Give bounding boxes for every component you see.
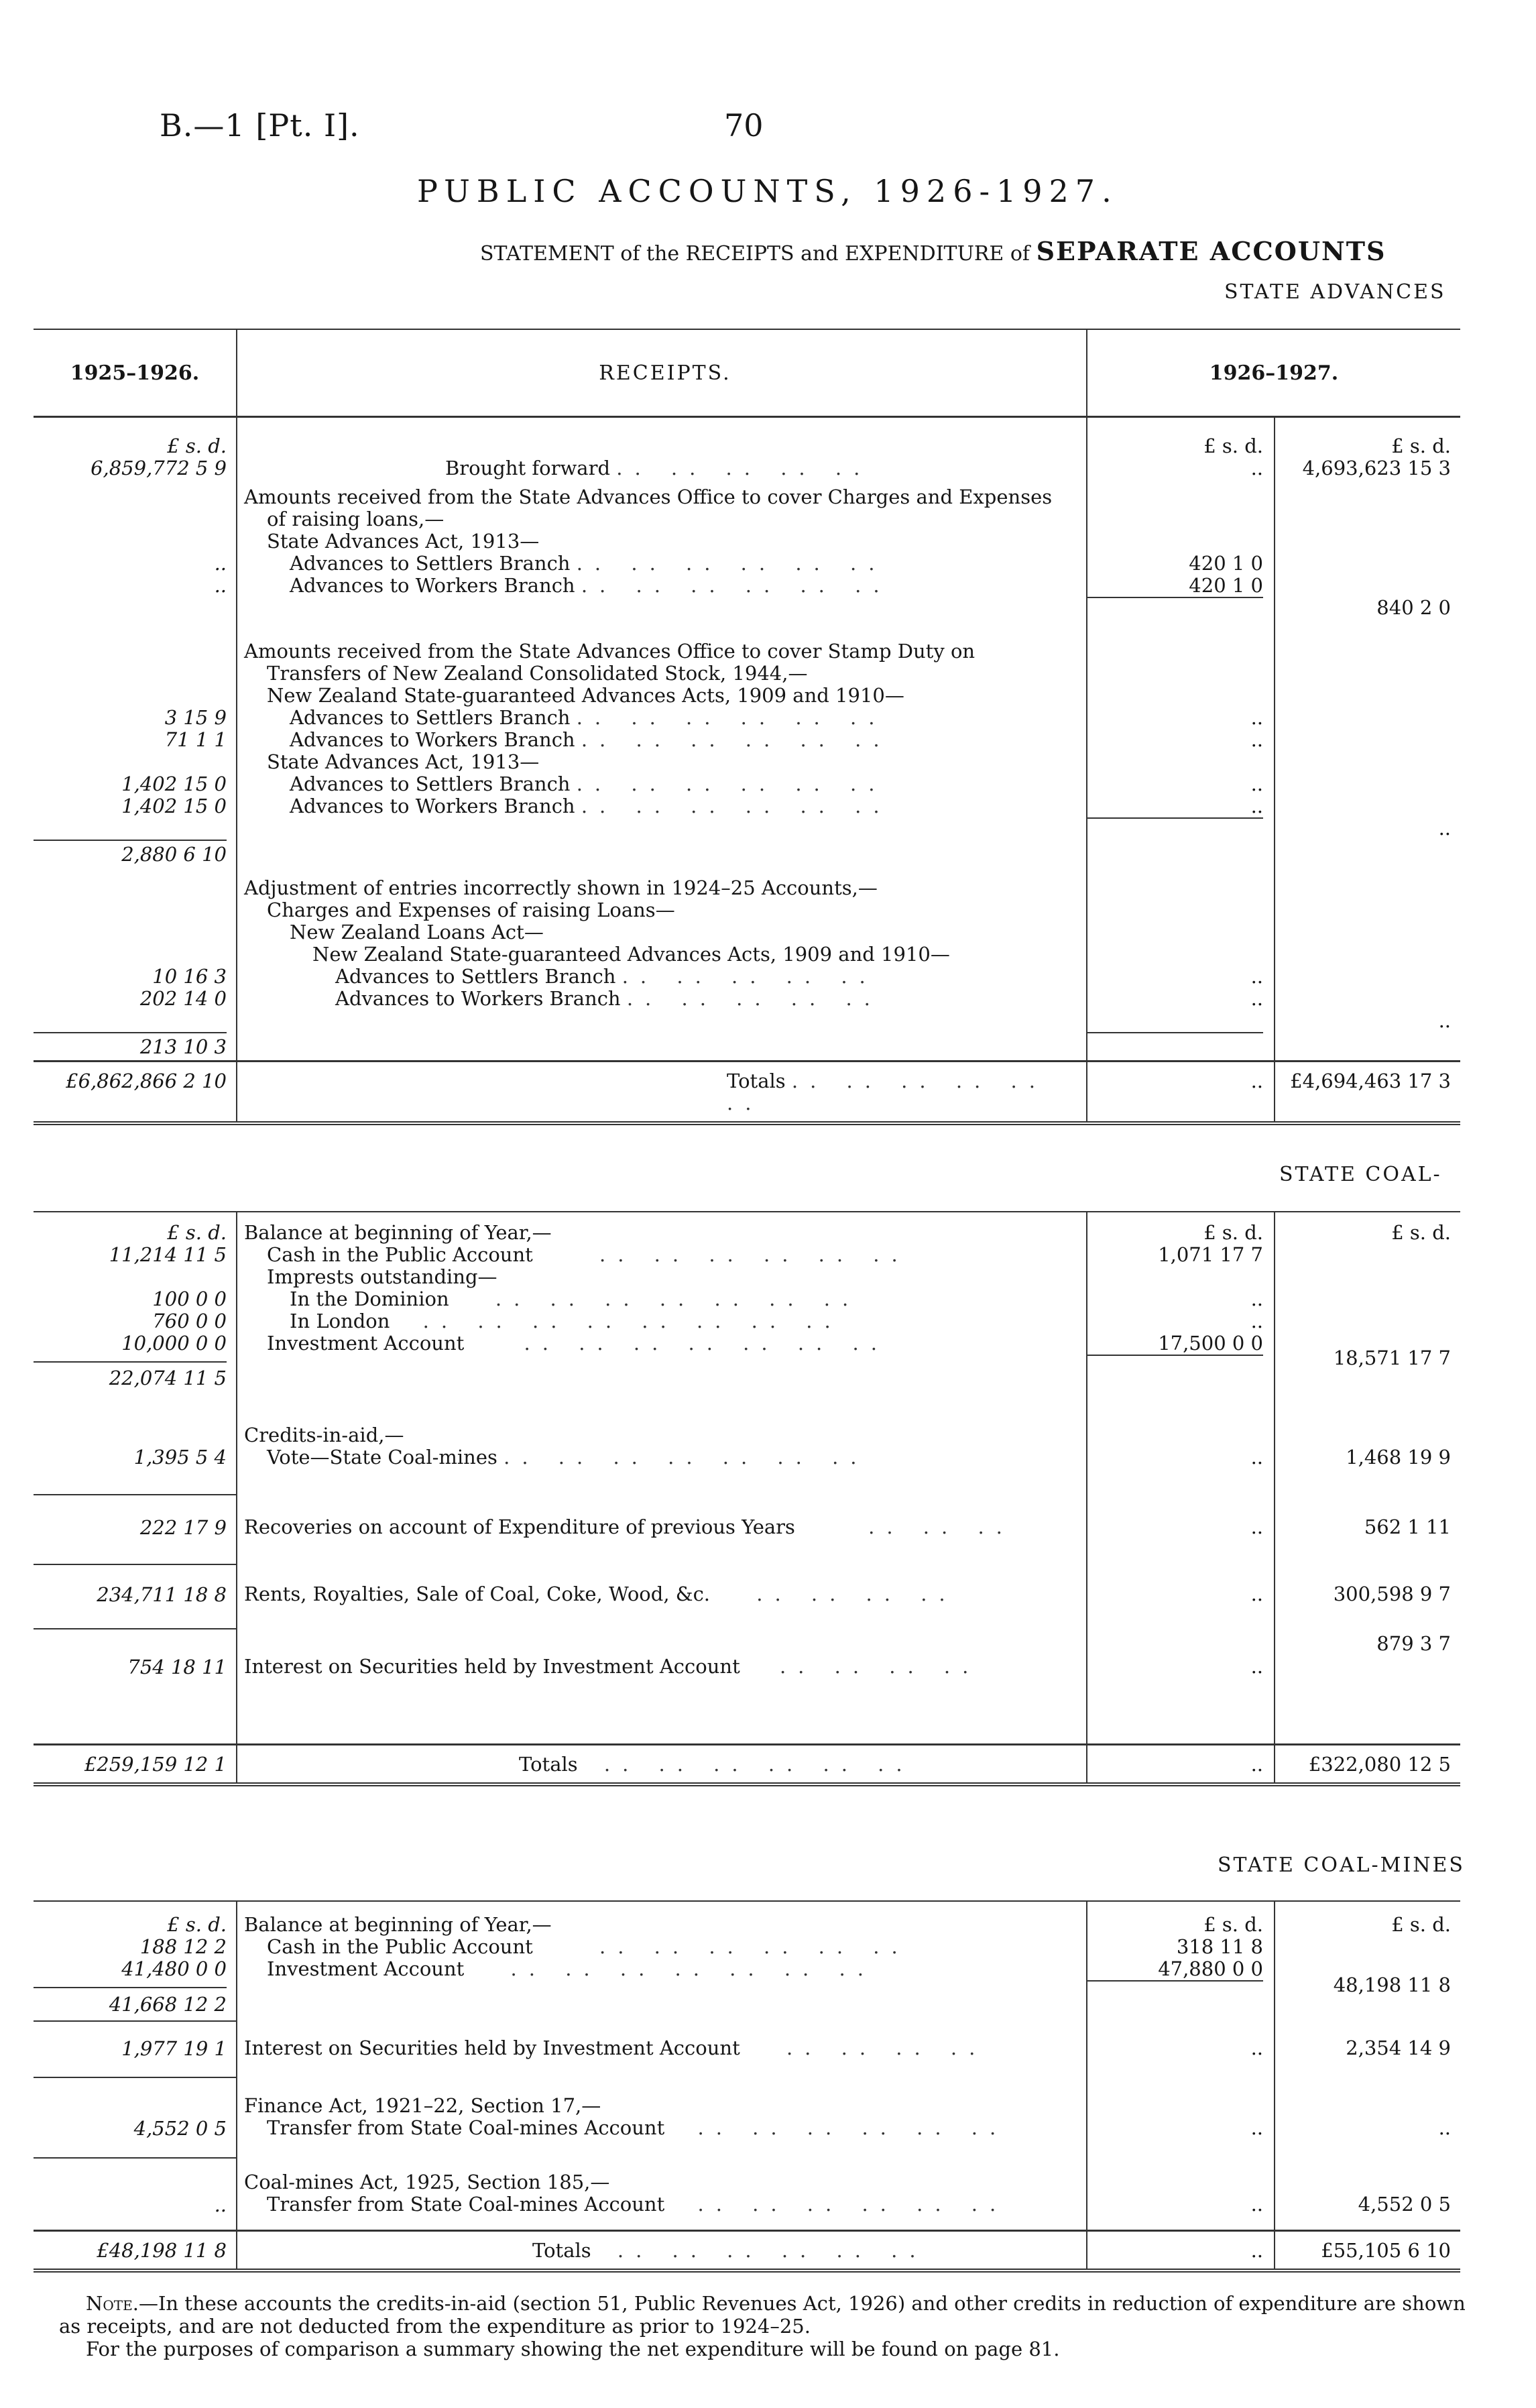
- london-sub: ..: [1250, 1310, 1263, 1332]
- adjust-settlers-prev: 10 16 3: [152, 965, 227, 988]
- totals-curr-2: £322,080 12 5: [1275, 1745, 1460, 1785]
- balance-label-3: Balance at beginning of Year,—: [244, 1913, 552, 1936]
- recoveries-total: 562 1 11: [1364, 1515, 1451, 1538]
- interest-label-2: Interest on Securities held by Investment Account: [244, 1655, 740, 1678]
- investment-sub-3: 47,880 0 0: [1087, 1958, 1263, 1982]
- vote-label: Vote—State Coal-mines: [267, 1446, 497, 1469]
- charges-settlers-label: Advances to Settlers Branch: [290, 552, 571, 575]
- brought-forward-sub: ..: [1250, 457, 1263, 479]
- stamp-total: ..: [1438, 817, 1451, 840]
- transfer-1-sub: ..: [1250, 2116, 1263, 2139]
- transfer-2-total: 4,552 0 5: [1358, 2193, 1451, 2216]
- note-head: Note.: [86, 2292, 139, 2315]
- document-reference: B.—1 [Pt. I].: [160, 107, 360, 144]
- totals-sub-3: ..: [1087, 2231, 1275, 2271]
- transfer-1-prev: 4,552 0 5: [133, 2117, 227, 2140]
- totals-sub-2: ..: [1087, 1745, 1275, 1785]
- interest-prev-2: 754 18 11: [127, 1656, 227, 1678]
- lsd-total-2: £ s. d.: [1391, 1221, 1451, 1244]
- balance-prev-2: 22,074 11 5: [34, 1361, 227, 1393]
- adjust-settlers-sub: ..: [1250, 965, 1263, 988]
- note-comparison: For the purposes of comparison a summary showing the net expenditure will be found on page 81.: [86, 2338, 1060, 2360]
- stamp-settlers-2-sub: ..: [1250, 772, 1263, 795]
- cash-label-2: Cash in the Public Account: [267, 1243, 533, 1266]
- balance-label-2: Balance at beginning of Year,—: [244, 1221, 552, 1244]
- state-coal-mines-table: £ s. d. 188 12 2 41,480 0 0 41,668 12 2 Balance at beginning of Year,— Cash in the Public Account .. .. .. .. .. .. Investment Account .. .. .. .. .. .. .. £ s. d. 318 11 8 47,880 0 0 £ s. d. 48,198 11 8 1,977 19 1 Interest on Securities held by Investment Account .. .. .. .. .. 2,354 14 9 4,552 0 5 Finance Act, 1921–22, Section 17,— Transfer from State Coal-mines Account .. .. .. .. .. .. .. .. .. Coal-mines Act, 1925, Section 185,— Transfer from State Coal-mines Account .. .. .. .. .. .. .. 4,552 0 5 £48,198 11 8 Totals .. .. .. .. .. .. .. £55,105 6 10: [34, 1900, 1460, 2273]
- section-title-state-advances: STATE ADVANCES: [1224, 280, 1446, 304]
- balance-prev-3: 41,668 12 2: [34, 1987, 227, 2020]
- page-title: PUBLIC ACCOUNTS, 1926-1927.: [417, 173, 1118, 209]
- vote-sub: ..: [1250, 1446, 1263, 1469]
- statement-bold: SEPARATE ACCOUNTS: [1036, 236, 1386, 266]
- stamp-settlers-1-label: Advances to Settlers Branch: [290, 706, 571, 729]
- adjust-workers-label: Advances to Workers Branch: [335, 987, 621, 1010]
- page-number: 70: [724, 107, 764, 144]
- charges-workers-sub: 420 1 0: [1087, 575, 1263, 598]
- cash-sub-3: 318 11 8: [1176, 1935, 1263, 1958]
- adjust-total: ..: [1438, 1009, 1451, 1032]
- col-header-1926: 1926–1927.: [1087, 329, 1460, 417]
- credits-label: Credits-in-aid,—: [244, 1424, 404, 1446]
- totals-prev-3: £48,198 11 8: [34, 2231, 237, 2271]
- balance-total-2: 18,571 17 7: [1333, 1346, 1451, 1369]
- rents-sub: ..: [1087, 1564, 1275, 1629]
- dominion-sub: ..: [1250, 1287, 1263, 1310]
- section-title-state-coal: STATE COAL-: [1279, 1163, 1442, 1186]
- london-label: In London: [290, 1310, 390, 1332]
- note-text: —In these accounts the credits-in-aid (section 51, Public Revenues Act, 1926) and other credits in reduction of expenditure are shown as receipts, and are not deducted from the expenditure as prior to 1924–25.: [59, 2292, 1466, 2338]
- totals-curr-3: £55,105 6 10: [1275, 2231, 1460, 2271]
- adjust-line-2: Charges and Expenses of raising Loans—: [267, 899, 675, 921]
- recoveries-sub: ..: [1087, 1495, 1275, 1564]
- lsd-total-3: £ s. d.: [1391, 1913, 1451, 1936]
- adjust-settlers-label: Advances to Settlers Branch: [335, 965, 616, 988]
- vote-prev: 1,395 5 4: [133, 1446, 227, 1469]
- adjust-workers-sub: ..: [1250, 987, 1263, 1010]
- investment-sub-2: 17,500 0 0: [1087, 1332, 1263, 1356]
- rents-total: 300,598 9 7: [1333, 1583, 1451, 1605]
- interest-sub-2: ..: [1250, 1655, 1263, 1678]
- lsd-sub-3: £ s. d.: [1203, 1913, 1263, 1936]
- transfer-1-label: Transfer from State Coal-mines Account: [267, 2116, 665, 2139]
- adjust-workers-prev: 202 14 0: [139, 987, 227, 1010]
- london-prev: 760 0 0: [152, 1310, 227, 1332]
- cash-sub-2: 1,071 17 7: [1158, 1243, 1263, 1266]
- totals-label-3: Totals: [532, 2239, 591, 2262]
- recoveries-prev: 222 17 9: [34, 1495, 237, 1564]
- statement-prefix: STATEMENT of the RECEIPTS and EXPENDITURE of: [480, 242, 1030, 266]
- stamp-workers-1-sub: ..: [1250, 728, 1263, 751]
- adjust-sum-prev: 213 10 3: [34, 1032, 227, 1060]
- adjust-line-3: New Zealand Loans Act—: [290, 921, 544, 943]
- lsd-header-prev: £ s. d.: [167, 435, 227, 457]
- stamp-settlers-1-prev: 3 15 9: [164, 706, 227, 729]
- totals-sub: ..: [1087, 1062, 1275, 1124]
- stamp-line-4: State Advances Act, 1913—: [267, 750, 540, 773]
- stamp-workers-1-prev: 71 1 1: [164, 728, 227, 751]
- interest-total-3: 2,354 14 9: [1346, 2037, 1451, 2059]
- stamp-settlers-2-label: Advances to Settlers Branch: [290, 772, 571, 795]
- brought-forward-total: 4,693,623 15 3: [1302, 457, 1451, 479]
- stamp-settlers-2-prev: 1,402 15 0: [121, 772, 227, 795]
- imprests-label: Imprests outstanding—: [267, 1265, 497, 1288]
- stamp-settlers-1-sub: ..: [1250, 706, 1263, 729]
- charges-line-2: of raising loans,—: [267, 508, 445, 530]
- totals-prev-2: £259,159 12 1: [34, 1745, 237, 1785]
- state-advances-table: 1925–1926. RECEIPTS. 1926–1927. £ s. d. 6,859,772 5 9 Brought forward .. .. .. .. .. £ s. d. .. £ s. d. 4,693,623 15 3 .. .. Amounts received from the State Advances Office to cover Charges and Expenses of raising loans,— State Advances Act, 1913— Advances to Settlers Branch .. .. .. .. .. .. Advances to Workers Branch .. .. .. .. .. .. 420 1 0 420 1 0 840 2 0 3 15 9 71 1 1 1,402 15 0 1,402 15 0 2,880 6 10 Amounts received from the State Advances Office to cover Stamp Duty on Transfers of New Zealand Consolidated Stock, 1944,— New Zealand State-guaranteed Advances Acts, 1909 and 1910— Advances to Settlers Branch .. .. .. .. .. .. Advances to Workers Branch .. .. .. .. .. .. State Advances Act, 1913— Advances to Settlers Branch .. .. .. .. .. .. Advances to Workers Branch .. .. .. .. .. .. .. .. .. .. .. 10 16 3 202 14 0 213 10 3 Adjustment of entries incorrectly shown in 1924–25 Accounts,— Charges and Expenses of raising Loans— New Zealand Loans Act— New Zealand State-guaranteed Advances Acts, 1909 and 1910— Advances to Settlers Branch .. .. .. .. .. Advances to Workers Branch .. .. .. .. .. .. .. .. £6,862,866 2 10 Totals .. .. .. .. .. .. .. £4,694,463 17 3: [34, 329, 1460, 1125]
- dominion-prev: 100 0 0: [152, 1287, 227, 1310]
- totals-label-2: Totals: [519, 1753, 578, 1776]
- stamp-workers-2-sub: ..: [1087, 795, 1263, 819]
- adjust-line-4: New Zealand State-guaranteed Advances Acts, 1909 and 1910—: [312, 943, 950, 966]
- lsd-header-sub: £ s. d.: [1203, 435, 1263, 457]
- stamp-sum-prev: 2,880 6 10: [34, 840, 227, 868]
- transfer-2-label: Transfer from State Coal-mines Account: [267, 2193, 665, 2216]
- interest-total-2: 879 3 7: [1376, 1632, 1451, 1655]
- charges-total: 840 2 0: [1376, 596, 1451, 619]
- cash-label-3: Cash in the Public Account: [267, 1935, 533, 1958]
- brought-forward-prev: 6,859,772 5 9: [91, 457, 227, 479]
- section-title-state-coal-mines: STATE COAL-MINES: [1218, 1853, 1465, 1877]
- investment-label-2: Investment Account: [267, 1332, 465, 1355]
- footnote: [59, 2292, 1474, 2360]
- interest-prev-3: 1,977 19 1: [34, 2021, 237, 2077]
- charges-line-1: Amounts received from the State Advances Office to cover Charges and Expenses: [244, 485, 1053, 508]
- totals-label: Totals: [727, 1070, 786, 1092]
- cash-prev-3: 188 12 2: [139, 1935, 227, 1958]
- interest-sub-3: ..: [1087, 2021, 1275, 2077]
- adjust-line-1: Adjustment of entries incorrectly shown in 1924–25 Accounts,—: [244, 876, 878, 899]
- workers-prev-empty: ..: [214, 574, 227, 597]
- balance-total-3: 48,198 11 8: [1333, 1973, 1451, 1996]
- brought-forward-label: Brought forward: [445, 457, 611, 479]
- statement-heading: [480, 236, 1386, 266]
- stamp-line-1: Amounts received from the State Advances Office to cover Stamp Duty on: [244, 640, 976, 663]
- investment-prev-2: 10,000 0 0: [121, 1332, 227, 1355]
- stamp-line-2: Transfers of New Zealand Consolidated Stock, 1944,—: [267, 662, 808, 685]
- stamp-workers-2-label: Advances to Workers Branch: [290, 795, 575, 817]
- col-header-receipts: RECEIPTS.: [237, 329, 1087, 417]
- investment-prev-3: 41,480 0 0: [121, 1957, 227, 1980]
- vote-total: 1,468 19 9: [1346, 1446, 1451, 1469]
- totals-curr-1926: £4,694,463 17 3: [1275, 1062, 1460, 1124]
- stamp-workers-1-label: Advances to Workers Branch: [290, 728, 575, 751]
- charges-line-3: State Advances Act, 1913—: [267, 530, 540, 553]
- totals-prev-1925: £6,862,866 2 10: [34, 1062, 237, 1124]
- lsd-prev-2: £ s. d.: [167, 1221, 227, 1244]
- recoveries-label: Recoveries on account of Expenditure of previous Years: [244, 1515, 795, 1538]
- charges-settlers-sub: 420 1 0: [1189, 552, 1263, 575]
- transfer-2-prev: ..: [214, 2193, 227, 2216]
- rents-label: Rents, Royalties, Sale of Coal, Coke, Wood, &c.: [244, 1583, 711, 1605]
- stamp-line-3: New Zealand State-guaranteed Advances Acts, 1909 and 1910—: [267, 684, 904, 707]
- lsd-sub-2: £ s. d.: [1203, 1221, 1263, 1244]
- finance-act-label: Finance Act, 1921–22, Section 17,—: [244, 2094, 601, 2117]
- lsd-prev-3: £ s. d.: [167, 1913, 227, 1936]
- lsd-header-total: £ s. d.: [1391, 435, 1451, 457]
- investment-label-3: Investment Account: [267, 1957, 465, 1980]
- transfer-2-sub: ..: [1250, 2193, 1263, 2216]
- stamp-workers-2-prev: 1,402 15 0: [121, 795, 227, 817]
- state-coal-table: £ s. d. 11,214 11 5 100 0 0 760 0 0 10,000 0 0 22,074 11 5 Balance at beginning of Year,— Cash in the Public Account .. .. .. .. .. .. Imprests outstanding— In the Dominion .. .. .. .. .. .. .. In London .. .. .. .. .. .. .. .. Investment Account .. .. .. .. .. .. .. £ s. d. 1,071 17 7 .. .. 17,500 0 0 £ s. d. 18,571 17 7 1,395 5 4 Credits-in-aid,— Vote—State Coal-mines .. .. .. .. .. .. .. .. 1,468 19 9 222 17 9 Recoveries on account of Expenditure of previous Years .. .. .. .. 562 1 11 234,711 18 8 Rents, Royalties, Sale of Coal, Coke, Wood, &c. .. .. .. .. .. 300,598 9 7 754 18 11 Interest on Securities held by Investment Account .. .. .. .. .. 879 3 7 £259,159 12 1 Totals .. .. .. .. .. .. .. £322,080 12 5: [34, 1211, 1460, 1786]
- dominion-label: In the Dominion: [290, 1287, 449, 1310]
- coal-mines-act-label: Coal-mines Act, 1925, Section 185,—: [244, 2171, 610, 2193]
- settlers-prev-empty: ..: [214, 552, 227, 575]
- col-header-1925: 1925–1926.: [34, 329, 237, 417]
- cash-prev-2: 11,214 11 5: [109, 1243, 227, 1266]
- rents-prev: 234,711 18 8: [34, 1564, 237, 1629]
- transfer-1-total: ..: [1438, 2116, 1451, 2139]
- charges-workers-label: Advances to Workers Branch: [290, 574, 575, 597]
- interest-label-3: Interest on Securities held by Investment Account: [244, 2037, 740, 2059]
